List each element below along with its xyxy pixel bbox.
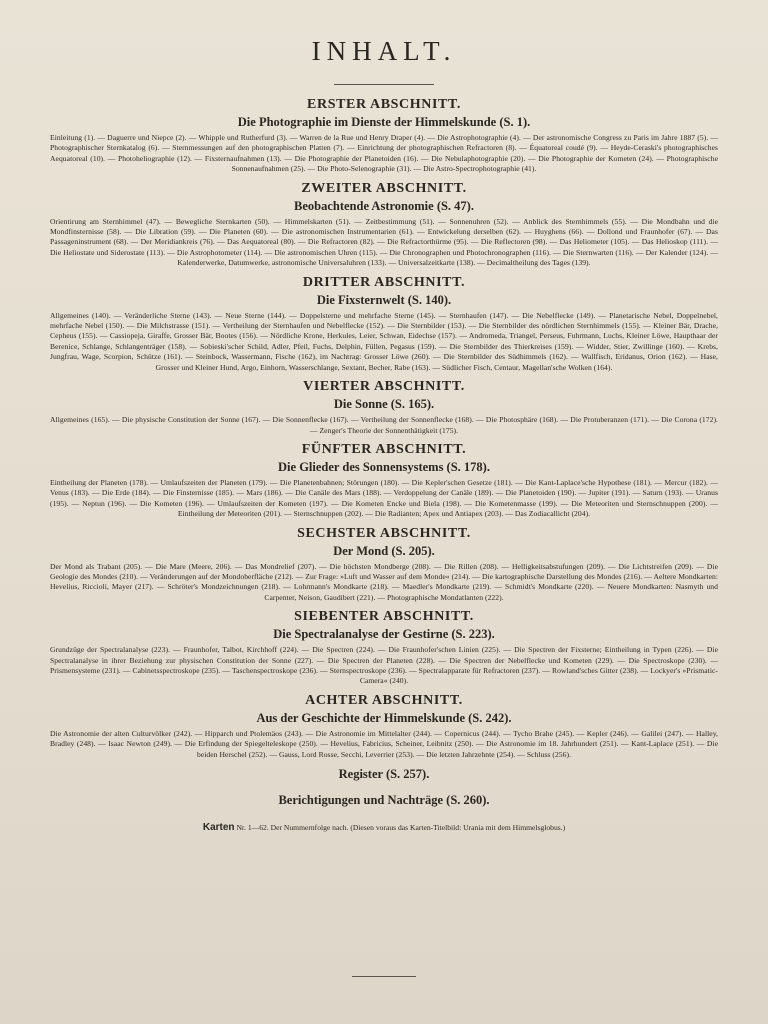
- section-8: [50, 692, 718, 760]
- section-heading: SECHSTER ABSCHNITT.: [297, 525, 471, 541]
- section-7: [50, 608, 718, 687]
- section-subtitle: Die Photographie im Dienste der Himmelskunde (S. 1).: [237, 115, 531, 129]
- table-of-contents: [50, 96, 718, 833]
- karten-entry: [50, 822, 718, 833]
- karten-text: Nr. 1—62. Der Nummernfolge nach. (Diesen voraus das Karten-Titelbild: Urania mit dem Himmelsglobus.): [236, 823, 566, 832]
- section-3: [50, 274, 718, 373]
- section-entries: Die Astronomie der alten Culturvölker (242). — Hipparch und Ptolemäos (243). — Die Astronomie im Mittelalter (244). — Copernicus (244). — Tycho Brahe (245). — Kepler (246). — Galilei (247). — Halley, Bradley (248). — Isaac Newton (249). — Die Erfindung der Spiegelteleskope (250). — Hevelius, Fabricius, Scheiner, Leibnitz (250). — Die Astronomie im 18. Jahrhundert (251). — Kant-Laplace (251). — Die beiden Herschel (252). — Gauss, Lord Rosse, Secchi, Leverrier (253). — Die letzten Jahrzehnte (254). — Schluss (256).: [50, 728, 718, 759]
- section-heading: FÜNFTER ABSCHNITT.: [301, 441, 467, 457]
- section-heading: SIEBENTER ABSCHNITT.: [294, 609, 474, 625]
- section-entries: Orientirung am Sternhimmel (47). — Bewegliche Sternkarten (50). — Himmelskarten (51). — Zeitbestimmung (51). — Sonnenuhren (52). — Anblick des Sternhimmels (55). — Die Mondbahn und die Mondfinsternisse (58). — Die Libration (59). — Die Planeten (60). — Die astronomischen Instrumentarien (61). — Entwickelung derselben (62). — Huyghens (66). — Dollond und Fraunhofer (67). — Das Passageninstrument (68). — Der Meridiankreis (76). — Das Aequatoreal (80). — Die Refractoren (82). — Die Refractorthürme (95). — Die Reflectoren (98). — Das Heliometer (105). — Das Helioskop (111). — Die Heliostate und Siderostate (113). — Die Astrophotometer (114). — Die astronomischen Uhren (115). — Die Chronographen und Photochronographen (116). — Die Sternwarten (116). — Der Kalender (124). — Kalenderwerke, Datumwerke, astronomische Universaluhren (133). — Universalzeitkarte (138). — Decimaltheilung des Tages (139).: [50, 216, 718, 268]
- bottom-rule: [352, 976, 416, 977]
- section-heading: VIERTER ABSCHNITT.: [303, 379, 465, 395]
- page-title: INHALT.: [311, 36, 457, 66]
- section-heading: ZWEITER ABSCHNITT.: [301, 180, 467, 196]
- section-heading: ACHTER ABSCHNITT.: [305, 692, 463, 708]
- section-subtitle: Beobachtende Astronomie (S. 47).: [294, 198, 474, 213]
- section-entries: Einleitung (1). — Daguerre und Niepce (2). — Whipple und Rutherfurd (3). — Warren de la Rue und Henry Draper (4). — Die Astrophotographie (4). — Der astronomische Congress zu Paris im Jahre 1887 (5). — Photographischer Sternkatalog (6). — Sternmessungen auf den photographischen Platten (7). — Einrichtung der photographischen Refractoren (8). — Équatoreal coudé (9). — Heyde-Ceraski's photographisches Aequatoreal (10). — Photoheliographie (12). — Fixsternaufnahmen (13). — Die Photographie der Planetoiden (16). — Die Nebulaphotographie (20). — Die Photographie der Kometen (24). — Photographische Sonnenaufnahmen (25). — Die Photo-Selenographie (31). — Die Astro-Spectrophotographie (41).: [50, 133, 718, 174]
- section-entries: Der Mond als Trabant (205). — Die Mare (Meere, 206). — Das Mondrelief (207). — Die höchsten Mondberge (208). — Die Rillen (208). — Helligkeitsabstufungen (209). — Die Lichtstreifen (209). — Die Geologie des Mondes (210). — Veränderungen auf der Mondoberfläche (212). — Zur Frage: »Luft und Wasser auf dem Monde« (214). — Die kartographische Darstellung des Mondes (216). — Aeltere Mondkarten: Hevelius, Riccioli, Mayer (217). — Schröter's Mondzeichnungen (218). — Lohrmann's Mondkarte (218). — Maedler's Mondkarte (219). — Schmidt's Mondkarte (220). — Neuere Mondkarten: Nasmyth und Carpenter, Neison, Gaudibert (221). — Photographische Mondatlanten (222).: [50, 561, 718, 602]
- section-subtitle: Der Mond (S. 205).: [333, 543, 435, 558]
- berichtigungen-entry: Berichtigungen und Nachträge (S. 260).: [278, 793, 490, 807]
- section-entries: Allgemeines (140). — Veränderliche Sterne (143). — Neue Sterne (144). — Doppelsterne und mehrfache Sterne (145). — Sternhaufen (147). — Die Nebelflecke (149). — Planetarische Nebel, Doppelnebel, mehrfache Nebel (150). — Die Milchstrasse (151). — Vertheilung der Sternhaufen und Nebelflecke (152). — Die Sternbilder (153). — Die Sternbilder des nördlichen Sternhimmels (155). — Kleiner Bär, Drache, Cepheus (155). — Cassiopeja, Giraffe, Grosser Bär, Bootes (156). — Nördliche Krone, Herkules, Leier, Schwan, Eidechse (157). — Andromeda, Triangel, Perseus, Fuhrmann, Luchs, Kleiner Löwe, Haupthaar der Berenice, Schlange, Schlangenträger (158). — Sobieski'scher Schild, Adler, Pfeil, Fuchs, Delphin, Füllen, Pegasus (159). — Die Sternbilder des Thierkreises (159). — Widder, Stier, Zwillinge (160). — Krebs, Jungfrau, Wage, Scorpion, Schütze (161). — Steinbock, Wassermann, Fische (162), im Nachtrag: Grosser Löwe (260). — Die Sternbilder des Südhimmels (162). — Wallfisch, Eridanus, Orion (162). — Hase, Grosser und Kleiner Hund, Argo, Einhorn, Wasserschlange, Sextant, Becher, Rabe (163). — Südlicher Fisch, Centaur, Magellan'sche Wolken (164).: [50, 310, 718, 372]
- section-1: [50, 96, 718, 175]
- section-entries: Eintheilung der Planeten (178). — Umlaufszeiten der Planeten (179). — Die Planetenbahnen; Störungen (180). — Die Kepler'schen Gesetze (181). — Die Kant-Laplace'sche Hypothese (181). — Mercur (182). — Venus (183). — Die Erde (184). — Die Finsternisse (185). — Mars (186). — Die Canäle des Mars (188). — Verdoppelung der Canäle (189). — Die Planetoiden (190). — Jupiter (191). — Saturn (193). — Uranus (195). — Neptun (196). — Die Kometen (196). — Umlaufszeiten der Kometen (197). — Die Kometen Encke und Biela (198). — Die Kometenmasse (199). — Die Meteoriten und Sternschnuppen (200). — Eintheilung der Meteoriten (201). — Sternschnuppen (202). — Die Radianten; Apex und Antiapex (203). — Das Zodiacallicht (204).: [50, 477, 718, 519]
- section-subtitle: Aus der Geschichte der Himmelskunde (S. 242).: [256, 710, 512, 725]
- section-heading: ERSTER ABSCHNITT.: [307, 97, 461, 112]
- title-rule: [334, 84, 434, 85]
- section-6: [50, 525, 718, 604]
- section-2: [50, 180, 718, 269]
- section-entries: Allgemeines (165). — Die physische Constitution der Sonne (167). — Die Sonnenflecke (167). — Vertheilung der Sonnenflecke (168). — Die Photosphäre (168). — Die Protuberanzen (171). — Die Corona (172). — Zenger's Theorie der Sonnenthätigkeit (175).: [50, 415, 718, 435]
- section-4: [50, 378, 718, 436]
- section-entries: Grundzüge der Spectralanalyse (223). — Fraunhofer, Talbot, Kirchhoff (224). — Die Spectren (224). — Die Fraunhofer'schen Linien (225). — Die Spectren der Fixsterne; Eintheilung in Typen (226). — Die Spectralanalyse in ihrer Beziehung zur physischen Constitution der Sonne (227). — Die Spectren der Planeten (228). — Die Spectren der Nebelflecke und Kometen (229). — Die Spectroskope (230). — Prismensysteme (231). — Cabinetsspectroskope (235). — Taschenspectroskope (236). — Sternspectroskope (236). — Spectralapparate für Refractoren (237). — Rowland'sches Gitter (238). — Lockyer's »Prismatic-Camera« (240).: [50, 645, 718, 686]
- section-heading: DRITTER ABSCHNITT.: [302, 274, 466, 290]
- karten-label: Karten: [202, 822, 235, 833]
- section-subtitle: Die Spectralanalyse der Gestirne (S. 223).: [273, 627, 495, 642]
- section-subtitle: Die Fixsternwelt (S. 140).: [316, 292, 452, 307]
- section-subtitle: Die Glieder des Sonnensystems (S. 178).: [278, 459, 490, 474]
- register-entry: Register (S. 257).: [338, 767, 430, 781]
- section-5: [50, 441, 718, 520]
- section-subtitle: Die Sonne (S. 165).: [333, 397, 435, 412]
